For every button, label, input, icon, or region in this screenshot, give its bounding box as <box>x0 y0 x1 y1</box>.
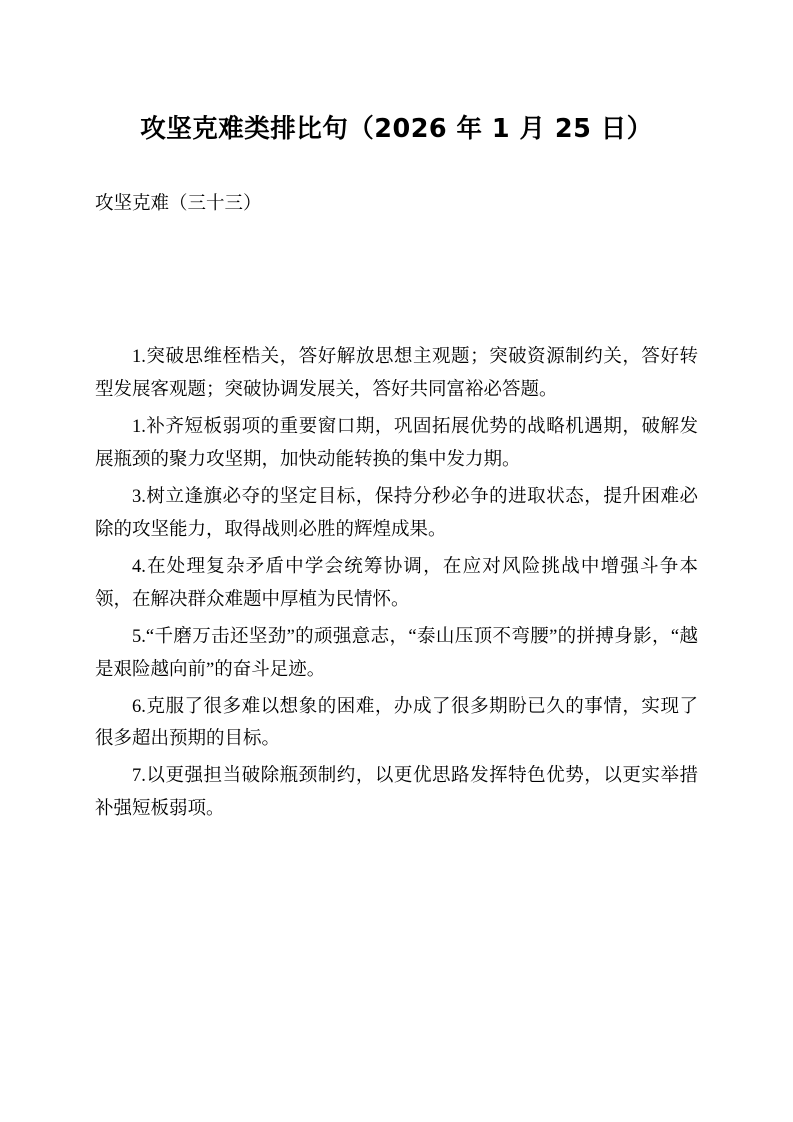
paragraph: 4.在处理复杂矛盾中学会统筹协调，在应对风险挑战中增强斗争本领，在解决群众难题中厚植为民情怀。 <box>95 556 698 610</box>
paragraph: 3.树立逢旗必夺的坚定目标，保持分秒必争的进取状态，提升困难必除的攻坚能力，取得战则必胜的辉煌成果。 <box>95 486 698 540</box>
page-title: 攻坚克难类排比句（2026 年 1 月 25 日） <box>140 114 653 144</box>
paragraph: 1.突破思维桎梏关，答好解放思想主观题；突破资源制约关，答好转型发展客观题；突破协调发展关，答好共同富裕必答题。 <box>95 347 698 401</box>
document-body <box>95 219 698 826</box>
paragraph: 5.“千磨万击还坚劲”的顽强意志，“泰山压顶不弯腰”的拼搏身影，“越是艰险越向前”的奋斗足迹。 <box>95 626 698 680</box>
paragraph: 7.以更强担当破除瓶颈制约，以更优思路发挥特色优势，以更实举措补强短板弱项。 <box>95 766 698 820</box>
paragraph: 6.克服了很多难以想象的困难，办成了很多期盼已久的事情，实现了很多超出预期的目标。 <box>95 696 698 750</box>
document-subtitle: 攻坚克难（三十三） <box>95 193 262 214</box>
paragraph: 1.补齐短板弱项的重要窗口期，巩固拓展优势的战略机遇期，破解发展瓶颈的聚力攻坚期，加快动能转换的集中发力期。 <box>95 417 698 471</box>
